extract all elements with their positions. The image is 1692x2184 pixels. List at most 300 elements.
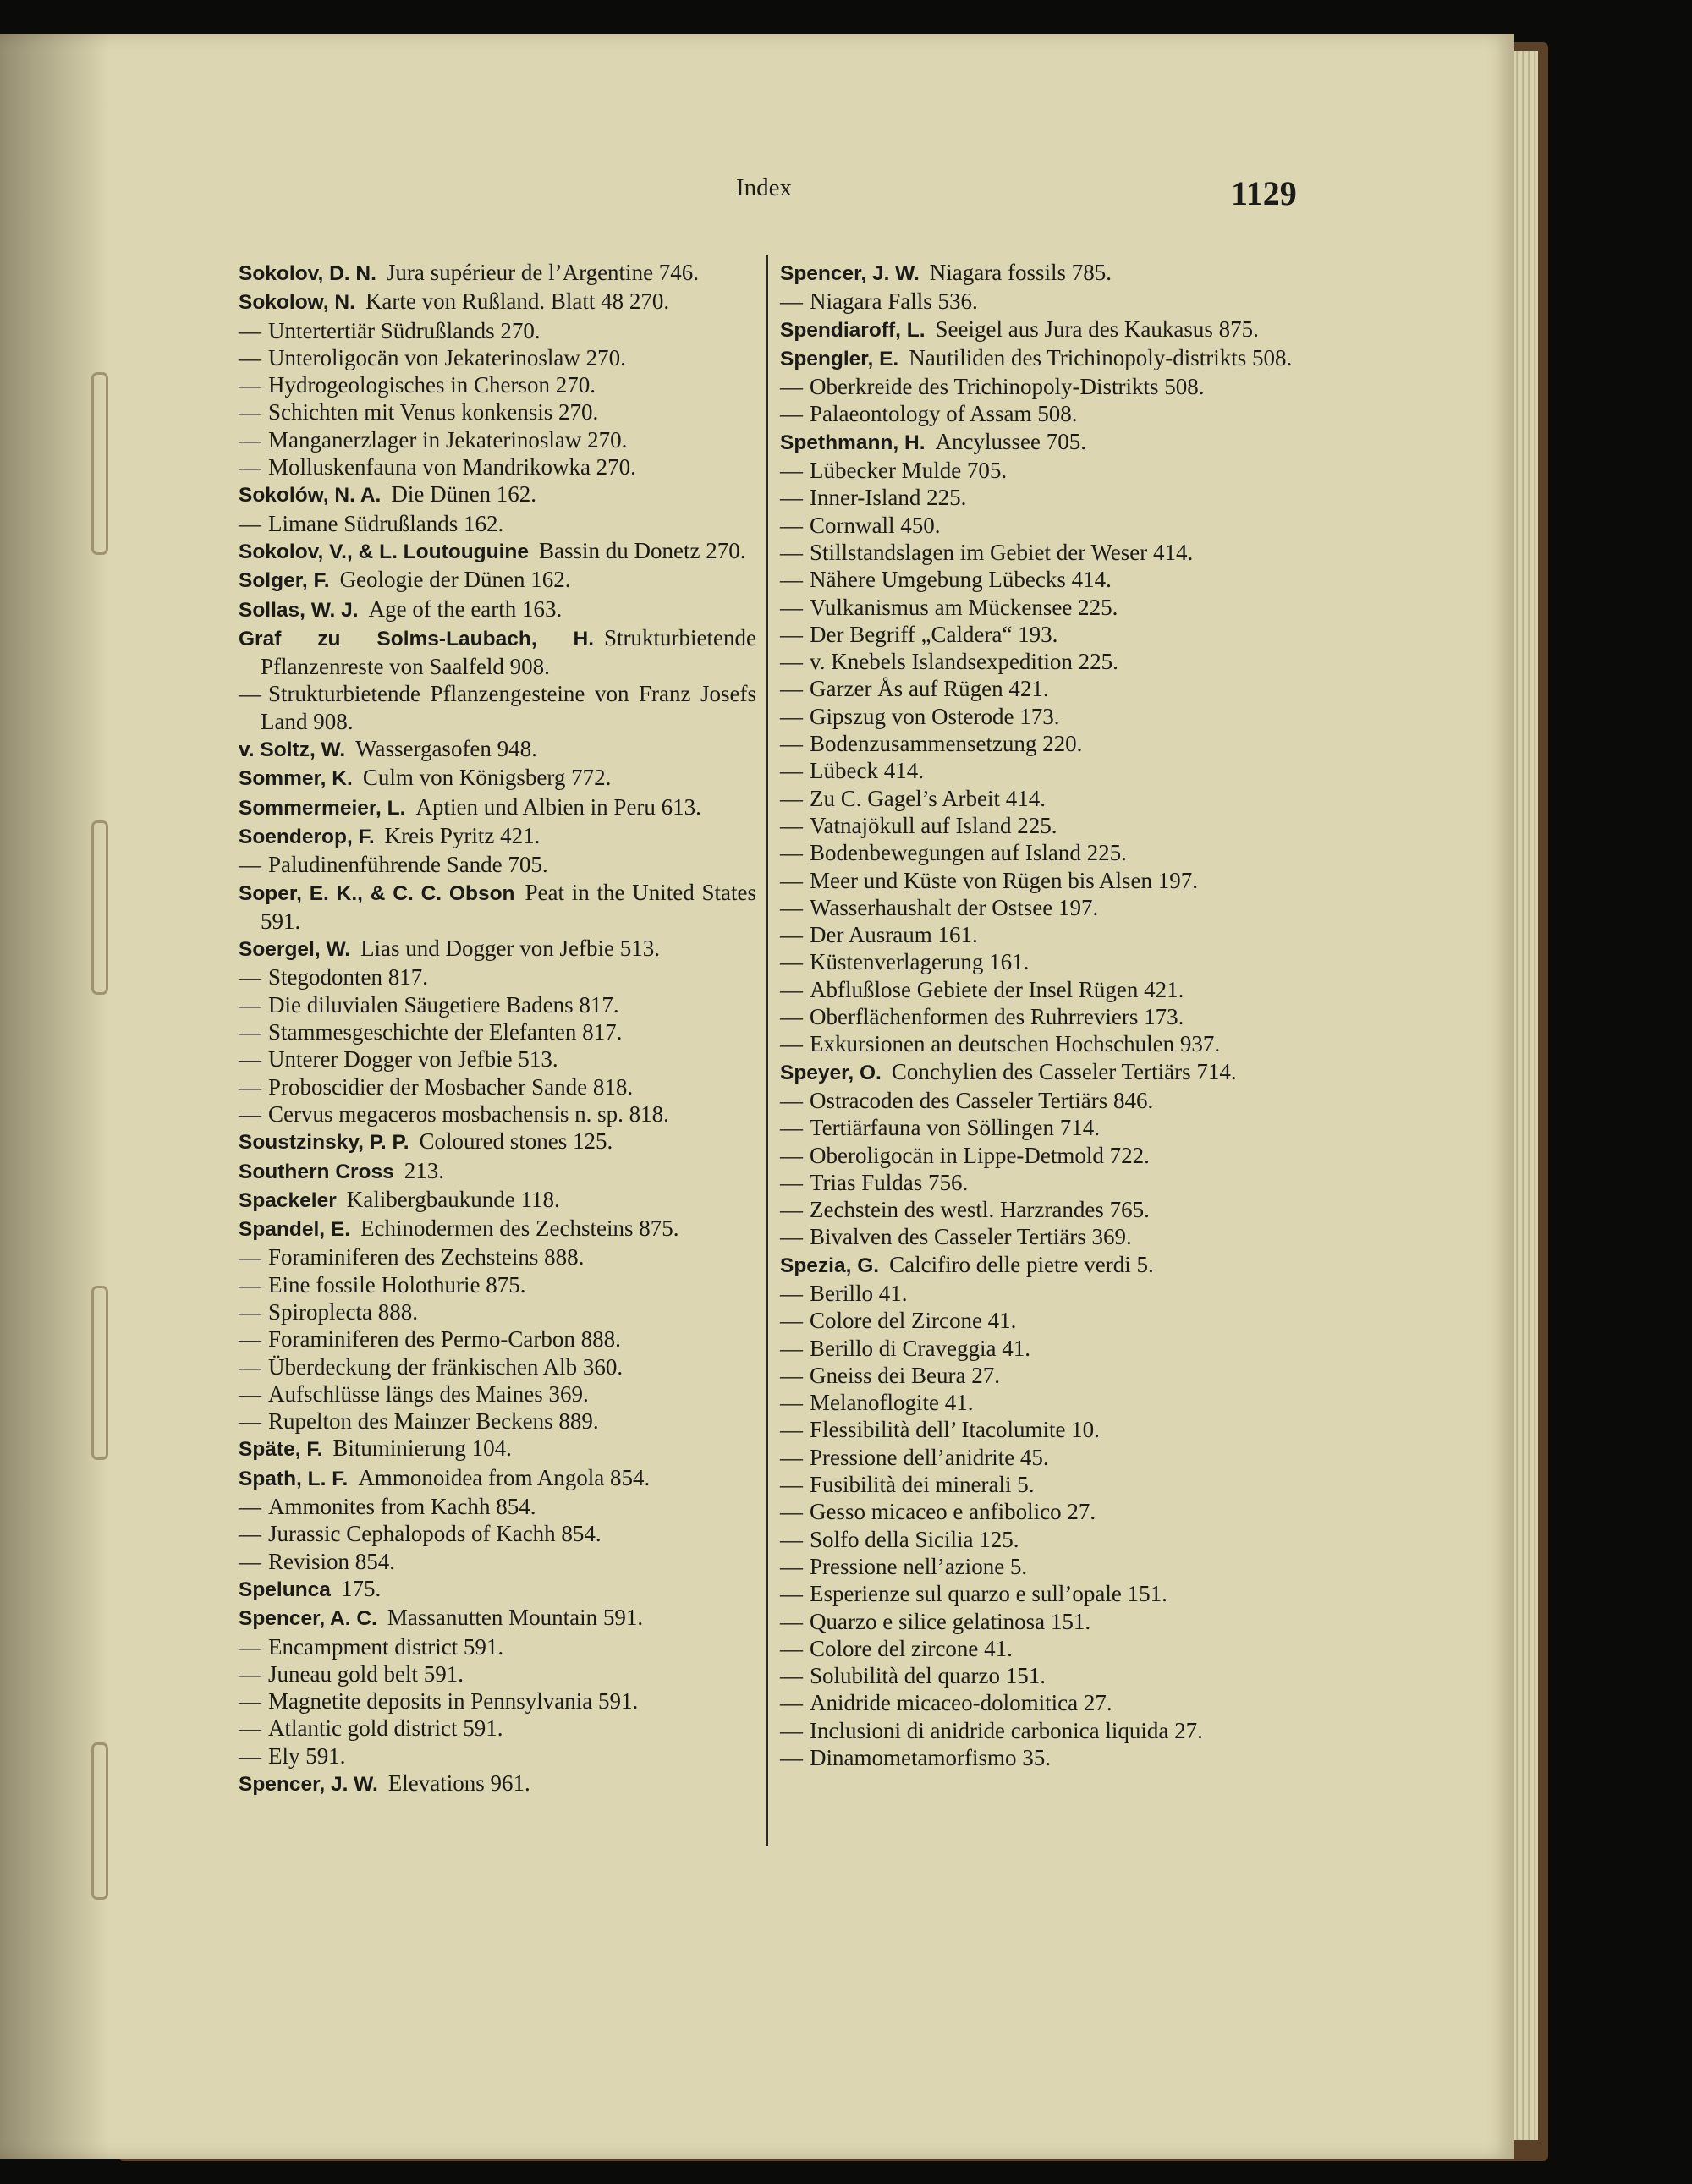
entry-title: Niagara fossils 785. bbox=[929, 260, 1112, 285]
entry-title: Encampment district 591. bbox=[268, 1633, 504, 1660]
entry-title: Pressione dell’anidrite 45. bbox=[810, 1444, 1049, 1470]
entry-title: Pressione nell’azione 5. bbox=[810, 1553, 1028, 1579]
entry-title: Ammonoidea from Angola 854. bbox=[358, 1464, 651, 1490]
entry-dash: — bbox=[780, 894, 803, 920]
entry-title: Gipszug von Osterode 173. bbox=[810, 703, 1060, 729]
index-entry bbox=[780, 1280, 1298, 1307]
entry-author: v. Soltz, W. bbox=[239, 738, 346, 762]
index-entry bbox=[780, 259, 1298, 288]
column-divider bbox=[766, 255, 768, 1846]
entry-title: Unteroligocän von Jekaterinoslaw 270. bbox=[268, 344, 626, 370]
entry-dash: — bbox=[780, 758, 803, 784]
entry-title: Solubilità del quarzo 151. bbox=[810, 1663, 1046, 1689]
entry-dash: — bbox=[780, 594, 803, 620]
index-entry bbox=[239, 510, 756, 537]
entry-author: Späte, F. bbox=[239, 1438, 323, 1462]
index-column-right bbox=[780, 259, 1298, 1771]
index-column-left bbox=[239, 259, 756, 1798]
index-entry bbox=[239, 537, 756, 566]
entry-title: Seeigel aus Jura des Kaukasus 875. bbox=[935, 316, 1259, 342]
entry-author: Spelunca bbox=[239, 1578, 331, 1601]
index-entry bbox=[780, 1526, 1298, 1553]
index-entry bbox=[780, 1444, 1298, 1471]
index-entry bbox=[780, 757, 1298, 784]
entry-title: Conchylien des Casseler Tertiärs 714. bbox=[891, 1058, 1237, 1084]
index-entry bbox=[239, 1353, 756, 1380]
index-entry bbox=[239, 851, 756, 878]
entry-title: Proboscidier der Mosbacher Sande 818. bbox=[268, 1073, 634, 1100]
entry-title: Eine fossile Holothurie 875. bbox=[268, 1271, 526, 1298]
entry-author: Spezia, G. bbox=[780, 1254, 880, 1277]
index-entry bbox=[780, 1389, 1298, 1416]
entry-author: Spath, L. F. bbox=[239, 1467, 349, 1490]
entry-title: Berillo 41. bbox=[810, 1280, 908, 1306]
index-entry bbox=[780, 1662, 1298, 1689]
entry-title: Melanoflogite 41. bbox=[810, 1390, 974, 1416]
entry-dash: — bbox=[239, 1353, 261, 1380]
entry-dash: — bbox=[239, 1298, 261, 1325]
index-entry bbox=[239, 1435, 756, 1463]
entry-title: Palaeontology of Assam 508. bbox=[810, 401, 1078, 427]
entry-title: Paludinenführende Sande 705. bbox=[268, 852, 548, 878]
index-entry bbox=[780, 594, 1298, 621]
entry-dash: — bbox=[780, 1417, 803, 1443]
entry-author: Spencer, J. W. bbox=[780, 262, 920, 285]
entry-author: Sokolov, D. N. bbox=[239, 262, 376, 285]
index-entry bbox=[239, 735, 756, 764]
entry-title: Überdeckung der fränkischen Alb 360. bbox=[268, 1353, 624, 1380]
entry-author: Spencer, J. W. bbox=[239, 1773, 378, 1797]
entry-title: Untertertiär Südrußlands 270. bbox=[268, 317, 541, 343]
entry-dash: — bbox=[780, 1362, 803, 1388]
entry-author: Sollas, W. J. bbox=[239, 598, 359, 622]
entry-dash: — bbox=[239, 426, 261, 453]
entry-title: Zechstein des westl. Harzrandes 765. bbox=[810, 1197, 1150, 1223]
index-entry bbox=[239, 259, 756, 288]
index-entry bbox=[780, 566, 1298, 593]
entry-title: Gneiss dei Beura 27. bbox=[810, 1362, 1000, 1388]
index-entry bbox=[239, 1100, 756, 1128]
entry-title: Echinodermen des Zechsteins 875. bbox=[360, 1215, 679, 1242]
entry-author: Speyer, O. bbox=[780, 1061, 882, 1084]
entry-dash: — bbox=[239, 1494, 261, 1520]
index-entry bbox=[239, 1548, 756, 1575]
entry-author: Soergel, W. bbox=[239, 938, 351, 962]
index-entry bbox=[239, 991, 756, 1018]
entry-title: Die Dünen 162. bbox=[391, 481, 537, 508]
entry-dash: — bbox=[780, 1197, 803, 1223]
entry-title: Unterer Dogger von Jefbie 513. bbox=[268, 1046, 558, 1073]
index-entry bbox=[239, 1520, 756, 1547]
index-entry bbox=[239, 1128, 756, 1156]
entry-title: Berillo di Craveggia 41. bbox=[810, 1335, 1030, 1361]
index-entry bbox=[239, 595, 756, 624]
index-entry bbox=[239, 680, 756, 735]
index-entry bbox=[780, 539, 1298, 566]
entry-title: Exkursionen an deutschen Hochschulen 937. bbox=[810, 1031, 1221, 1057]
index-entry bbox=[239, 1687, 756, 1715]
index-entry bbox=[780, 921, 1298, 948]
entry-dash: — bbox=[239, 1660, 261, 1687]
entry-author: Spencer, A. C. bbox=[239, 1607, 377, 1631]
entry-dash: — bbox=[239, 1408, 261, 1435]
entry-title: Molluskenfauna von Mandrikowka 270. bbox=[268, 454, 636, 480]
entry-title: Niagara Falls 536. bbox=[810, 288, 978, 315]
entry-title: Hydrogeologisches in Cherson 270. bbox=[268, 372, 596, 398]
page-number: 1129 bbox=[1231, 174, 1297, 212]
index-entry bbox=[780, 1223, 1298, 1250]
entry-author: Spengler, E. bbox=[780, 347, 899, 370]
index-entry bbox=[780, 484, 1298, 511]
entry-title: Gesso micaceo e anfibolico 27. bbox=[810, 1499, 1096, 1525]
entry-title: Stillstandslagen im Gebiet der Weser 414. bbox=[810, 539, 1194, 565]
index-entry bbox=[239, 426, 756, 453]
index-entry bbox=[239, 935, 756, 963]
entry-title: Oberoligocän in Lippe-Detmold 722. bbox=[810, 1142, 1150, 1168]
index-entry bbox=[239, 1575, 756, 1604]
index-entry bbox=[780, 730, 1298, 757]
entry-dash: — bbox=[780, 1335, 803, 1361]
index-entry bbox=[239, 288, 756, 316]
index-entry bbox=[239, 1464, 756, 1493]
index-entry bbox=[780, 1471, 1298, 1498]
entry-title: Juneau gold belt 591. bbox=[268, 1660, 464, 1687]
index-entry bbox=[780, 1335, 1298, 1362]
index-entry bbox=[780, 1058, 1298, 1087]
entry-dash: — bbox=[780, 1115, 803, 1141]
entry-dash: — bbox=[239, 1046, 261, 1073]
entry-dash: — bbox=[780, 812, 803, 838]
entry-title: Revision 854. bbox=[268, 1548, 396, 1574]
entry-title: Nähere Umgebung Lübecks 414. bbox=[810, 567, 1112, 593]
index-entry bbox=[239, 344, 756, 371]
index-entry bbox=[239, 1045, 756, 1073]
entry-title: Abflußlose Gebiete der Insel Rügen 421. bbox=[810, 976, 1184, 1002]
entry-title: Wasserhaushalt der Ostsee 197. bbox=[810, 894, 1099, 920]
index-entry bbox=[239, 879, 756, 936]
entry-title: Aufschlüsse längs des Maines 369. bbox=[268, 1380, 589, 1407]
entry-title: Strukturbietende Pflanzenreste von Saalfeld 908. bbox=[261, 624, 756, 680]
entry-dash: — bbox=[780, 1717, 803, 1743]
entry-dash: — bbox=[780, 1472, 803, 1498]
entry-dash: — bbox=[239, 510, 261, 536]
index-entry bbox=[780, 316, 1298, 344]
entry-title: Foraminiferen des Zechsteins 888. bbox=[268, 1244, 585, 1270]
entry-title: Culm von Königsberg 772. bbox=[362, 765, 612, 791]
index-entry bbox=[239, 1186, 756, 1215]
index-entry bbox=[239, 317, 756, 344]
entry-title: Garzer Ås auf Rügen 421. bbox=[810, 676, 1049, 702]
entry-title: Cornwall 450. bbox=[810, 512, 941, 538]
entry-author: Southern Cross bbox=[239, 1160, 394, 1183]
index-entry bbox=[239, 1018, 756, 1045]
entry-dash: — bbox=[780, 731, 803, 757]
entry-dash: — bbox=[780, 1444, 803, 1470]
entry-dash: — bbox=[780, 1142, 803, 1168]
index-entry bbox=[239, 1742, 756, 1770]
index-entry bbox=[780, 703, 1298, 730]
entry-title: Kalibergbaukunde 118. bbox=[346, 1186, 560, 1212]
entry-title: Der Begriff „Caldera“ 193. bbox=[810, 621, 1058, 647]
entry-title: Ancylussee 705. bbox=[935, 428, 1086, 454]
entry-title: v. Knebels Islandsexpedition 225. bbox=[810, 649, 1118, 675]
entry-title: Rupelton des Mainzer Beckens 889. bbox=[268, 1408, 599, 1435]
binding-stitch bbox=[91, 820, 108, 995]
entry-dash: — bbox=[780, 458, 803, 484]
entry-title: Karte von Rußland. Blatt 48 270. bbox=[365, 288, 670, 315]
entry-author: Sokolow, N. bbox=[239, 291, 355, 315]
entry-dash: — bbox=[239, 1548, 261, 1574]
entry-title: Lübeck 414. bbox=[810, 758, 924, 784]
entry-dash: — bbox=[780, 374, 803, 400]
entry-title: Trias Fuldas 756. bbox=[810, 1169, 969, 1195]
index-entry bbox=[239, 398, 756, 425]
entry-title: Kreis Pyritz 421. bbox=[384, 822, 541, 848]
index-entry bbox=[780, 1087, 1298, 1114]
entry-dash: — bbox=[780, 567, 803, 593]
entry-title: Manganerzlager in Jekaterinoslaw 270. bbox=[268, 426, 628, 453]
index-entry bbox=[780, 812, 1298, 839]
index-entry bbox=[239, 480, 756, 509]
entry-title: Vatnajökull auf Island 225. bbox=[810, 812, 1058, 838]
entry-author: Soper, E. K., & C. C. Obson bbox=[239, 881, 515, 905]
index-entry bbox=[239, 1325, 756, 1353]
index-entry bbox=[780, 400, 1298, 427]
entry-dash: — bbox=[780, 1745, 803, 1771]
entry-dash: — bbox=[239, 852, 261, 878]
index-entry bbox=[239, 1715, 756, 1742]
index-entry bbox=[239, 1298, 756, 1325]
entry-author: Sommer, K. bbox=[239, 767, 353, 791]
entry-title: Massanutten Mountain 591. bbox=[387, 1605, 644, 1631]
entry-dash: — bbox=[239, 1742, 261, 1769]
entry-title: Bodenzusammensetzung 220. bbox=[810, 731, 1083, 757]
entry-title: Tertiärfauna von Söllingen 714. bbox=[810, 1115, 1101, 1141]
index-entry bbox=[780, 785, 1298, 812]
index-entry bbox=[780, 428, 1298, 457]
entry-author: Soenderop, F. bbox=[239, 825, 375, 848]
entry-title: Elevations 961. bbox=[387, 1770, 530, 1797]
index-entry bbox=[239, 1073, 756, 1100]
index-entry bbox=[780, 1608, 1298, 1635]
entry-dash: — bbox=[780, 1635, 803, 1661]
entry-title: Küstenverlagerung 161. bbox=[810, 949, 1030, 975]
index-entry bbox=[780, 344, 1298, 373]
entry-author: Spandel, E. bbox=[239, 1218, 351, 1242]
entry-dash: — bbox=[239, 964, 261, 990]
entry-dash: — bbox=[780, 512, 803, 538]
entry-dash: — bbox=[780, 1004, 803, 1030]
entry-dash: — bbox=[780, 621, 803, 647]
entry-title: Atlantic gold district 591. bbox=[268, 1715, 503, 1742]
entry-title: Bassin du Donetz 270. bbox=[539, 537, 746, 563]
entry-dash: — bbox=[780, 1526, 803, 1552]
entry-dash: — bbox=[239, 372, 261, 398]
entry-dash: — bbox=[780, 1031, 803, 1057]
index-entry bbox=[780, 457, 1298, 484]
entry-title: 213. bbox=[404, 1157, 445, 1183]
entry-dash: — bbox=[780, 1608, 803, 1634]
entry-title: Nautiliden des Trichinopoly-distrikts 508. bbox=[909, 344, 1293, 370]
entry-title: Stammesgeschichte der Elefanten 817. bbox=[268, 1019, 623, 1045]
index-entry bbox=[239, 453, 756, 480]
entry-dash: — bbox=[780, 840, 803, 866]
entry-title: Die diluvialen Säugetiere Badens 817. bbox=[268, 991, 619, 1018]
index-entry bbox=[780, 1030, 1298, 1057]
entry-title: Solfo della Sicilia 125. bbox=[810, 1526, 1019, 1552]
index-entry bbox=[239, 1380, 756, 1408]
entry-dash: — bbox=[239, 317, 261, 343]
entry-dash: — bbox=[239, 1271, 261, 1298]
entry-title: Coloured stones 125. bbox=[419, 1128, 613, 1155]
entry-dash: — bbox=[780, 1087, 803, 1113]
entry-dash: — bbox=[780, 649, 803, 675]
index-entry bbox=[239, 371, 756, 398]
entry-dash: — bbox=[239, 681, 261, 707]
index-entry bbox=[239, 1157, 756, 1186]
entry-dash: — bbox=[780, 676, 803, 702]
index-entry bbox=[239, 822, 756, 851]
index-entry bbox=[780, 621, 1298, 648]
entry-author: Graf zu Solms-Laubach, H. bbox=[239, 627, 595, 650]
entry-author: Sokolów, N. A. bbox=[239, 484, 382, 508]
entry-title: Bivalven des Casseler Tertiärs 369. bbox=[810, 1224, 1132, 1250]
index-entry bbox=[239, 1215, 756, 1243]
entry-title: Spiroplecta 888. bbox=[268, 1298, 418, 1325]
entry-title: Peat in the United States 591. bbox=[261, 879, 756, 934]
entry-dash: — bbox=[780, 1663, 803, 1689]
index-entry bbox=[780, 1169, 1298, 1196]
entry-title: Jurassic Cephalopods of Kachh 854. bbox=[268, 1521, 602, 1547]
entry-title: Bituminierung 104. bbox=[332, 1435, 512, 1462]
entry-dash: — bbox=[239, 1073, 261, 1100]
index-entry bbox=[239, 1493, 756, 1520]
running-header-title: Index bbox=[736, 174, 793, 201]
index-entry bbox=[780, 839, 1298, 866]
entry-title: Dinamometamorfismo 35. bbox=[810, 1745, 1051, 1771]
entry-dash: — bbox=[780, 949, 803, 975]
entry-title: Meer und Küste von Rügen bis Alsen 197. bbox=[810, 867, 1198, 893]
index-entry bbox=[780, 1142, 1298, 1169]
binding-stitch bbox=[91, 1742, 108, 1900]
entry-title: 175. bbox=[340, 1575, 382, 1601]
entry-author: Spackeler bbox=[239, 1188, 337, 1212]
entry-title: Ely 591. bbox=[268, 1742, 346, 1769]
index-entry bbox=[239, 963, 756, 990]
entry-dash: — bbox=[780, 703, 803, 729]
entry-dash: — bbox=[780, 1581, 803, 1607]
entry-title: Magnetite deposits in Pennsylvania 591. bbox=[268, 1688, 639, 1715]
entry-title: Bodenbewegungen auf Island 225. bbox=[810, 840, 1127, 866]
entry-dash: — bbox=[239, 1100, 261, 1127]
entry-title: Wassergasofen 948. bbox=[355, 736, 537, 762]
entry-title: Vulkanismus am Mückensee 225. bbox=[810, 594, 1118, 620]
index-entry bbox=[780, 1307, 1298, 1334]
entry-dash: — bbox=[780, 785, 803, 811]
entry-dash: — bbox=[239, 1244, 261, 1270]
entry-dash: — bbox=[780, 1169, 803, 1195]
index-entry bbox=[780, 976, 1298, 1003]
entry-dash: — bbox=[780, 1390, 803, 1416]
entry-dash: — bbox=[239, 454, 261, 480]
index-entry bbox=[239, 1633, 756, 1660]
index-entry bbox=[780, 648, 1298, 675]
entry-author: Soustzinsky, P. P. bbox=[239, 1131, 409, 1155]
index-entry bbox=[239, 793, 756, 822]
entry-dash: — bbox=[239, 1633, 261, 1660]
index-entry bbox=[780, 1580, 1298, 1607]
entry-author: Sokolov, V., & L. Loutouguine bbox=[239, 540, 529, 563]
entry-title: Inclusioni di anidride carbonica liquida 27. bbox=[810, 1717, 1203, 1743]
entry-author: Solger, F. bbox=[239, 569, 330, 593]
entry-title: Der Ausraum 161. bbox=[810, 922, 978, 948]
index-entry bbox=[780, 512, 1298, 539]
index-entry bbox=[780, 1498, 1298, 1525]
entry-title: Geologie der Dünen 162. bbox=[339, 567, 571, 593]
entry-dash: — bbox=[780, 288, 803, 315]
index-entry bbox=[780, 1717, 1298, 1744]
entry-title: Age of the earth 163. bbox=[368, 595, 563, 622]
entry-dash: — bbox=[780, 1690, 803, 1716]
entry-title: Esperienze sul quarzo e sull’opale 151. bbox=[810, 1581, 1167, 1607]
entry-author: Spendiaroff, L. bbox=[780, 318, 926, 342]
entry-dash: — bbox=[239, 399, 261, 425]
entry-title: Aptien und Albien in Peru 613. bbox=[415, 793, 701, 820]
entry-dash: — bbox=[780, 1308, 803, 1334]
index-entry bbox=[780, 1251, 1298, 1280]
index-entry bbox=[780, 948, 1298, 975]
entry-title: Cervus megaceros mosbachensis n. sp. 818. bbox=[268, 1100, 669, 1127]
entry-dash: — bbox=[780, 1553, 803, 1579]
index-entry bbox=[780, 1196, 1298, 1223]
entry-dash: — bbox=[239, 991, 261, 1018]
index-entry bbox=[780, 1635, 1298, 1662]
entry-dash: — bbox=[239, 1019, 261, 1045]
index-entry bbox=[780, 1416, 1298, 1443]
entry-dash: — bbox=[780, 1280, 803, 1306]
entry-author: Sommermeier, L. bbox=[239, 796, 406, 820]
entry-author: Spethmann, H. bbox=[780, 431, 926, 454]
index-entry bbox=[780, 1744, 1298, 1771]
index-entry bbox=[239, 566, 756, 595]
entry-dash: — bbox=[780, 922, 803, 948]
index-entry bbox=[780, 894, 1298, 921]
index-entry bbox=[780, 1689, 1298, 1716]
index-entry bbox=[239, 1770, 756, 1798]
index-entry bbox=[780, 675, 1298, 702]
entry-dash: — bbox=[239, 344, 261, 370]
entry-dash: — bbox=[780, 976, 803, 1002]
entry-dash: — bbox=[780, 485, 803, 511]
entry-title: Quarzo e silice gelatinosa 151. bbox=[810, 1608, 1091, 1634]
entry-title: Ammonites from Kachh 854. bbox=[268, 1494, 536, 1520]
index-entry bbox=[239, 1604, 756, 1633]
entry-title: Ostracoden des Casseler Tertiärs 846. bbox=[810, 1087, 1154, 1113]
index-entry bbox=[239, 1660, 756, 1687]
index-entry bbox=[239, 1271, 756, 1298]
entry-dash: — bbox=[239, 1521, 261, 1547]
entry-title: Schichten mit Venus konkensis 270. bbox=[268, 399, 599, 425]
index-entry bbox=[239, 624, 756, 681]
entry-title: Zu C. Gagel’s Arbeit 414. bbox=[810, 785, 1046, 811]
index-entry bbox=[239, 764, 756, 793]
entry-dash: — bbox=[780, 1224, 803, 1250]
entry-title: Oberflächenformen des Ruhrreviers 173. bbox=[810, 1004, 1184, 1030]
binding-stitch bbox=[91, 1286, 108, 1460]
entry-title: Jura supérieur de l’Argentine 746. bbox=[386, 260, 700, 285]
entry-title: Limane Südrußlands 162. bbox=[268, 510, 504, 536]
entry-dash: — bbox=[239, 1380, 261, 1407]
